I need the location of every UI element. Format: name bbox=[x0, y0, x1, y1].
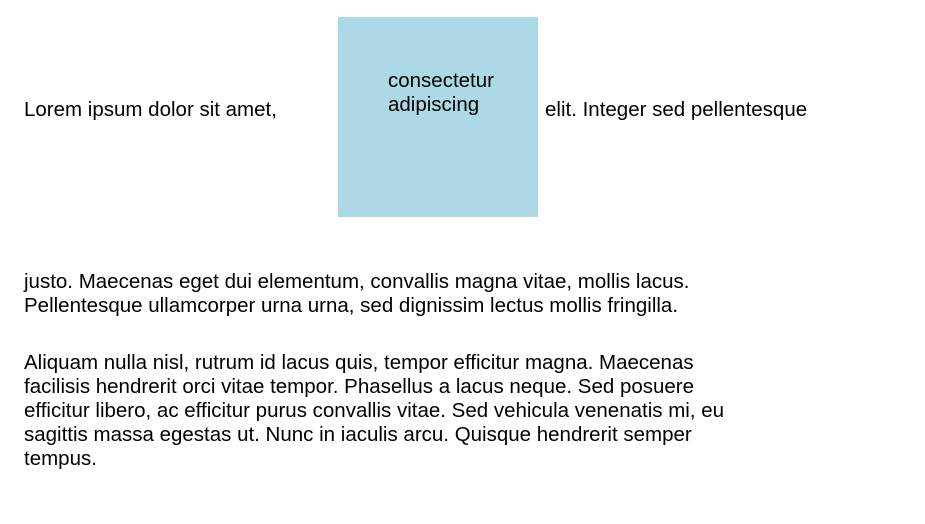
box-text-line-1: consectetur bbox=[388, 69, 494, 92]
paragraph-1-line-2: Pellentesque ullamcorper urna urna, sed dignissim lectus mollis fringilla. bbox=[24, 294, 679, 317]
paragraph-2-line-4: sagittis massa egestas ut. Nunc in iaculis arcu. Quisque hendrerit semper bbox=[24, 423, 692, 446]
paragraph-2-line-3: efficitur libero, ac efficitur purus convallis vitae. Sed vehicula venenatis mi, eu bbox=[24, 399, 725, 422]
paragraph-1-line-1: justo. Maecenas eget dui elementum, convallis magna vitae, mollis lacus. bbox=[24, 270, 690, 293]
highlighted-inline-box bbox=[338, 17, 538, 217]
paragraph-2-line-2: facilisis hendrerit orci vitae tempor. Phasellus a lacus neque. Sed posuere bbox=[24, 375, 695, 398]
document-body bbox=[24, 0, 904, 470]
tail-text: elit. Integer sed pellentesque bbox=[545, 98, 808, 121]
box-text-line-2: adipiscing bbox=[388, 93, 480, 116]
paragraph-1-continuation bbox=[24, 270, 904, 318]
lead-text: Lorem ipsum dolor sit amet, bbox=[24, 98, 277, 121]
paragraph-2-line-5: tempus. bbox=[24, 447, 97, 470]
paragraph-2 bbox=[24, 351, 904, 471]
paragraph-2-line-1: Aliquam nulla nisl, rutrum id lacus quis, tempor efficitur magna. Maecenas bbox=[24, 351, 694, 374]
box-text bbox=[388, 69, 528, 117]
first-line bbox=[24, 0, 904, 240]
